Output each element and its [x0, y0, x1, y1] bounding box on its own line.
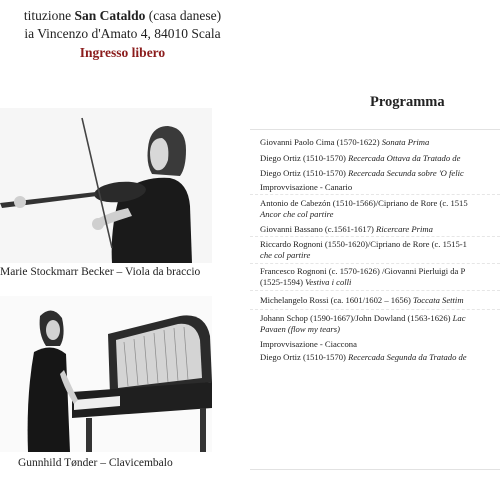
programme-top-rule	[250, 129, 500, 130]
programme-item: Johann Schop (1590-1667)/John Dowland (1563-1626) Lac	[260, 313, 466, 323]
violist-caption: Marie Stockmarr Becker – Viola da braccio	[0, 266, 201, 278]
programme-item: Improvvisazione - Ciaccona	[260, 339, 357, 349]
programme-item-continuation: Ancor che col partire	[260, 209, 334, 219]
harpsichordist-photo	[0, 296, 212, 452]
programme-item-continuation: che col partire	[260, 250, 311, 260]
programme-item: Francesco Rognoni (c. 1570-1626) /Giovanni Pierluigi da P	[260, 266, 466, 276]
programme-item-continuation: Pavaen (flow my tears)	[260, 324, 340, 334]
programme-item: Michelangelo Rossi (ca. 1601/1602 – 1656) Toccata Settim	[260, 295, 464, 305]
venue-name: tituzione San Cataldo (casa danese)	[23, 8, 222, 23]
free-entry-notice: Ingresso libero	[79, 45, 166, 60]
programme-bottom-rule	[250, 469, 500, 470]
programme-item: Riccardo Rognoni (1550-1620)/Cipriano de Rore (c. 1515-1	[260, 239, 467, 249]
programme-separator	[250, 290, 500, 291]
programme-separator	[250, 194, 500, 195]
programme-item: Diego Ortiz (1510-1570) Recercada Secunda sobre 'O felic	[260, 168, 464, 178]
violist-photo	[0, 108, 212, 263]
programme-title: Programma	[370, 94, 445, 110]
programme-separator	[250, 263, 500, 264]
programme-item: Giovanni Bassano (c.1561-1617) Ricercare Prima	[260, 224, 433, 234]
programme-separator	[250, 236, 500, 237]
programme-item: Antonio de Cabezón (1510-1566)/Cipriano de Rore (c. 1515	[260, 198, 468, 208]
programme-separator	[250, 309, 500, 310]
programme-item-continuation: (1525-1594) Vestiva i colli	[260, 277, 352, 287]
programme-item: Diego Ortiz (1510-1570) Recercada Ottava da Tratado de	[260, 153, 461, 163]
harpsichordist-caption: Gunnhild Tønder – Clavicembalo	[18, 457, 173, 469]
programme-item: Improvvisazione - Canario	[260, 182, 353, 192]
programme-item: Diego Ortiz (1510-1570) Recercada Segunda da Tratado de	[260, 352, 467, 362]
programme-item: Giovanni Paolo Cima (1570-1622) Sonata Prima	[260, 137, 430, 147]
venue-address: ia Vincenzo d'Amato 4, 84010 Scala	[24, 26, 221, 41]
